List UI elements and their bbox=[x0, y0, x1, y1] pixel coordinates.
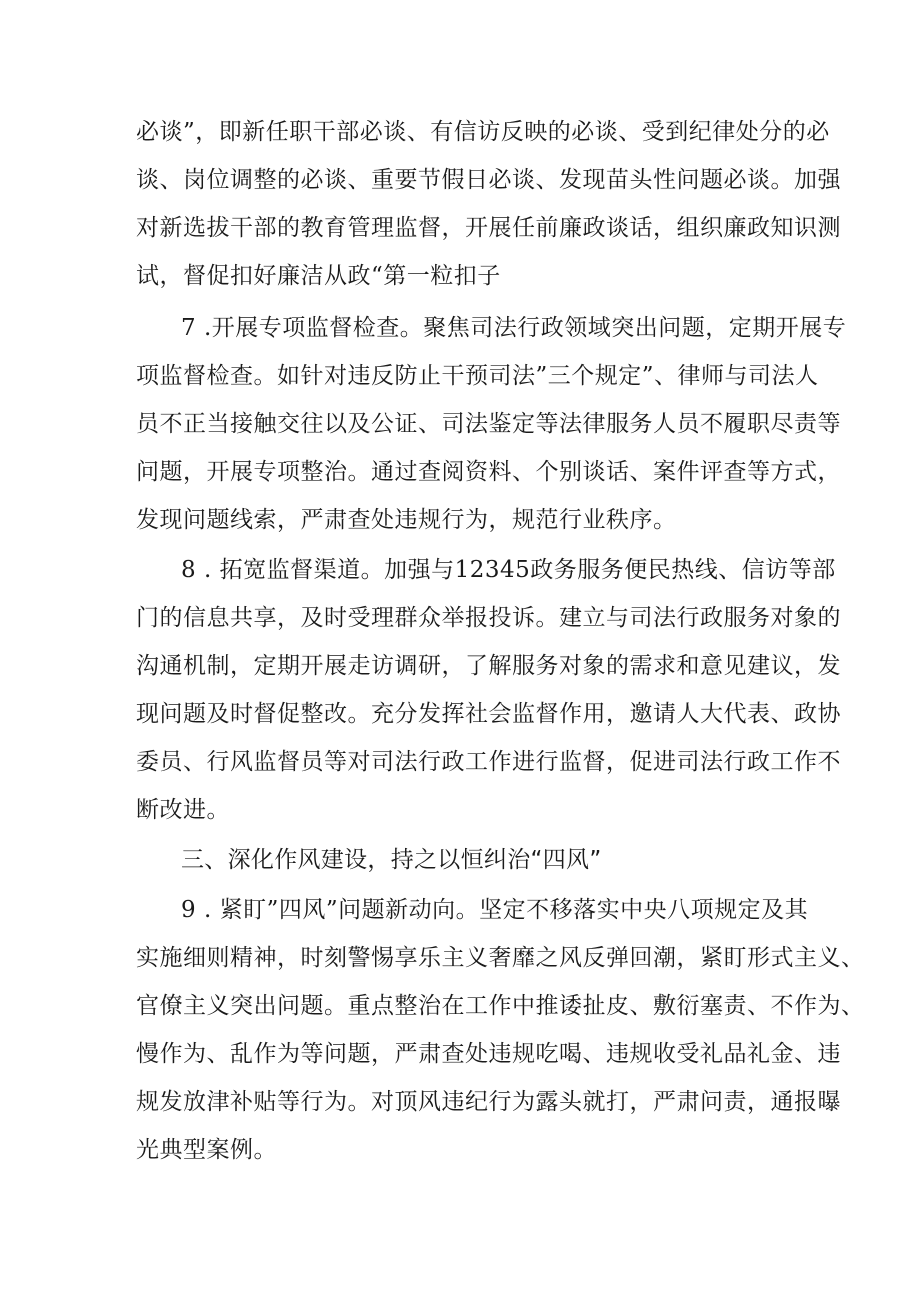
text-line: 员不正当接触交往以及公证、司法鉴定等法律服务人员不履职尽责等 bbox=[136, 411, 841, 437]
text-line: 谈、岗位调整的必谈、重要节假日必谈、发现苗头性问题必谈。加强 bbox=[136, 167, 841, 193]
text-line: 慢作为、乱作为等问题，严肃查处违规吃喝、违规收受礼品礼金、违 bbox=[136, 1041, 841, 1067]
section-heading: 三、深化作风建设，持之以恒纠治“四风” bbox=[181, 847, 602, 873]
text-line: 试，督促扣好廉洁从政“第一粒扣子 bbox=[136, 263, 501, 289]
text-line: 对新选拔干部的教育管理监督，开展任前廉政谈话，组织廉政知识测 bbox=[136, 215, 841, 241]
text-line: 发现问题线索，严肃查处违规行为，规范行业秩序。 bbox=[136, 507, 677, 533]
text-line: 光典型案例。 bbox=[136, 1137, 277, 1163]
text-line: 8 . 拓宽监督渠道。加强与12345政务服务便民热线、信访等部 bbox=[181, 557, 836, 583]
text-line: 委员、行风监督员等对司法行政工作进行监督，促进司法行政工作不 bbox=[136, 749, 841, 775]
text-line: 规发放津补贴等行为。对顶风违纪行为露头就打，严肃问责，通报曝 bbox=[136, 1089, 841, 1115]
text-line: 官僚主义突出问题。重点整治在工作中推诿扯皮、敷衍塞责、不作为、 bbox=[136, 993, 865, 1019]
text-line: 断改进。 bbox=[136, 797, 230, 823]
text-line: 必谈”，即新任职干部必谈、有信访反映的必谈、受到纪律处分的必 bbox=[136, 119, 830, 145]
text-line: 门的信息共享，及时受理群众举报投诉。建立与司法行政服务对象的 bbox=[136, 605, 841, 631]
text-line: 沟通机制，定期开展走访调研，了解服务对象的需求和意见建议，发 bbox=[136, 653, 841, 679]
text-line: 项监督检查。如针对违反防止干预司法”三个规定”、律师与司法人 bbox=[136, 363, 819, 389]
text-line: 问题，开展专项整治。通过查阅资料、个别谈话、案件评查等方式， bbox=[136, 459, 841, 485]
text-line: 现问题及时督促整改。充分发挥社会监督作用，邀请人大代表、政协 bbox=[136, 701, 841, 727]
text-line: 实施细则精神，时刻警惕享乐主义奢靡之风反弹回潮，紧盯形式主义、 bbox=[136, 945, 865, 971]
text-line: 9 . 紧盯”四风”问题新动向。坚定不移落实中央八项规定及其 bbox=[181, 897, 809, 923]
text-line: 7 .开展专项监督检查。聚焦司法行政领域突出问题，定期开展专 bbox=[181, 315, 847, 341]
